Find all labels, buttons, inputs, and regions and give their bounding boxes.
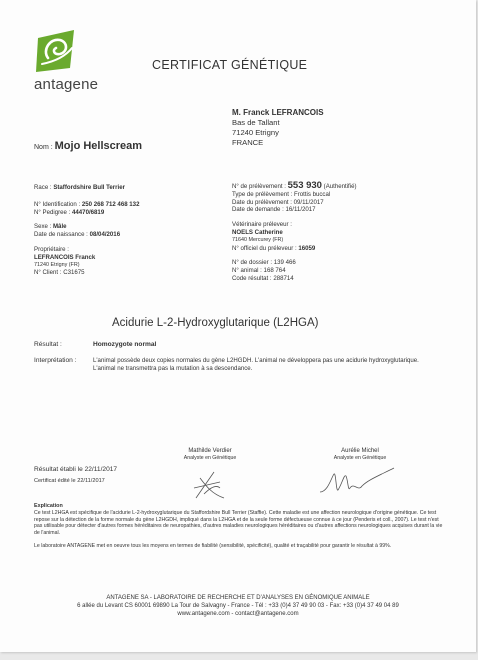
request-date: Date de demande : 16/11/2017	[232, 206, 316, 214]
identification-row: N° Identification : 250 268 712 468 132	[34, 200, 140, 208]
dog-name-label: Nom :	[34, 144, 53, 151]
sample-info	[232, 182, 357, 283]
explanation-heading: Explication	[34, 503, 63, 509]
proprietor-city: 71240 Etrigny (FR)	[34, 261, 80, 268]
footer-address: 6 allée du Levant CS 60001 69890 La Tour de Salvagny - France - Tél : +33 (0)4 37 49 90 03 - Fax: +33 (0)4 37 49 04 89	[77, 603, 399, 609]
test-title: Acidurie L-2-Hydroxyglutarique (L2HGA)	[112, 317, 319, 329]
dog-name: Mojo Hellscream	[54, 140, 143, 152]
explanation-text: Ce test L2HGA est spécifique de l'acidurie L-2-hydroxyglutarique du Staffordshire Bull Terrier (Staffie). Cette maladie est une affection neurologique d'origine génétique. Ce test repose sur la détection de la forme normale du gène L2HGDH, impliqué dans la L2HGA et de la seule forme défectueuse connue à ce jour (Penderis et coll., 2007). Le test n'est pas utilisable pour détecter d'autres formes héréditaires de neuropathies, d'autres maladies neurologiques héréditaires ou d'autres affections neurologiques acquises durant la vie de l'animal.	[34, 510, 443, 536]
sample-note: (Authentifié)	[323, 183, 357, 190]
file-number: N° de dossier : 139 466	[232, 259, 296, 267]
owner-country: FRANCE	[232, 138, 264, 147]
signature-1-role: Analyste en Génétique	[183, 455, 237, 462]
owner-name: M. Franck LEFRANCOIS	[232, 108, 324, 117]
vet-label: Vétérinaire préleveur :	[232, 221, 292, 229]
birth-row: Date de naissance : 08/04/2016	[34, 231, 121, 239]
vet-name: NOELS Catherine	[232, 228, 283, 236]
sex-value: Mâle	[52, 223, 67, 231]
sample-date: Date du prélèvement : 09/11/2017	[232, 198, 324, 206]
logo-wordmark: antagene	[34, 76, 99, 93]
signature-1	[160, 448, 260, 463]
owner-address	[232, 108, 324, 148]
dog-name-row	[34, 140, 142, 152]
footer	[0, 594, 476, 618]
interpretation-label: Interprétation :	[34, 357, 77, 364]
signature-1-name: Mathilde Verdier	[188, 448, 232, 454]
signature-2-name: Aurélie Michel	[341, 448, 379, 454]
sample-number-row: N° de prélèvement : 553 930 (Authentifié)	[232, 180, 357, 191]
vet-city: 71640 Mercurey (FR)	[232, 236, 284, 243]
owner-address-line2: 71240 Etrigny	[232, 128, 279, 137]
pedigree-value: 44470/6819	[72, 208, 105, 216]
signature-2	[310, 448, 410, 463]
proprietor-name: LEFRANCOIS Franck	[34, 253, 96, 261]
interpretation-text: L'animal possède deux copies normales du gène L2HGDH. L'animal ne développera pas une acidurie hydroxyglutarique. L'animal ne transmettra pas la mutation à sa descendance.	[93, 357, 419, 372]
owner-address-line1: Bas de Tallant	[232, 118, 280, 127]
footer-contact: www.antagene.com - contact@antagene.com	[177, 611, 299, 617]
certificate-edited: Certificat édité le 22/11/2017	[34, 478, 105, 484]
vet-number: 16059	[298, 244, 316, 252]
certificate-title: CERTIFICAT GÉNÉTIQUE	[152, 58, 308, 72]
result-established: Résultat établi le 22/11/2017	[34, 466, 118, 473]
signature-2-role: Analyste en Génétique	[333, 455, 387, 462]
identification-value: 250 268 712 468 132	[81, 200, 140, 208]
dog-info	[34, 184, 139, 277]
animal-number: N° animal : 168 764	[232, 267, 286, 275]
sample-number: 553 930	[287, 180, 322, 191]
footer-company: ANTAGENE SA - LABORATOIRE DE RECHERCHE ET D'ANALYSES EN GÉNOMIQUE ANIMALE	[106, 595, 370, 601]
explanation-disclaimer: Le laboratoire ANTAGENE met en oeuvre tous les moyens en termes de fiabilité (sensibilité, spécificité), qualité et traçabilité pour garantir le résultat à 99%.	[34, 543, 392, 549]
sex-row: Sexe : Mâle	[34, 223, 67, 231]
sample-type: Type de prélèvement : Frottis buccal	[232, 190, 331, 198]
client-row: N° Client : C31675	[34, 269, 85, 277]
vet-number-row: N° officiel du préleveur : 16059	[232, 244, 316, 252]
antagene-logo-icon	[34, 28, 78, 74]
result-code: Code résultat : 288714	[232, 274, 294, 282]
proprietor-label: Propriétaire :	[34, 245, 69, 253]
client-value: C31675	[63, 269, 85, 277]
signature-1-mark	[190, 468, 230, 504]
breed-row: Race : Staffordshire Bull Terrier	[34, 184, 126, 191]
signature-2-mark	[318, 462, 398, 498]
birth-value: 08/04/2016	[89, 231, 121, 239]
pedigree-row: N° Pedigree : 44470/6819	[34, 208, 105, 216]
result-value: Homozygote normal	[93, 341, 157, 348]
breed-value: Staffordshire Bull Terrier	[53, 184, 126, 191]
result-label: Résultat :	[34, 341, 62, 348]
